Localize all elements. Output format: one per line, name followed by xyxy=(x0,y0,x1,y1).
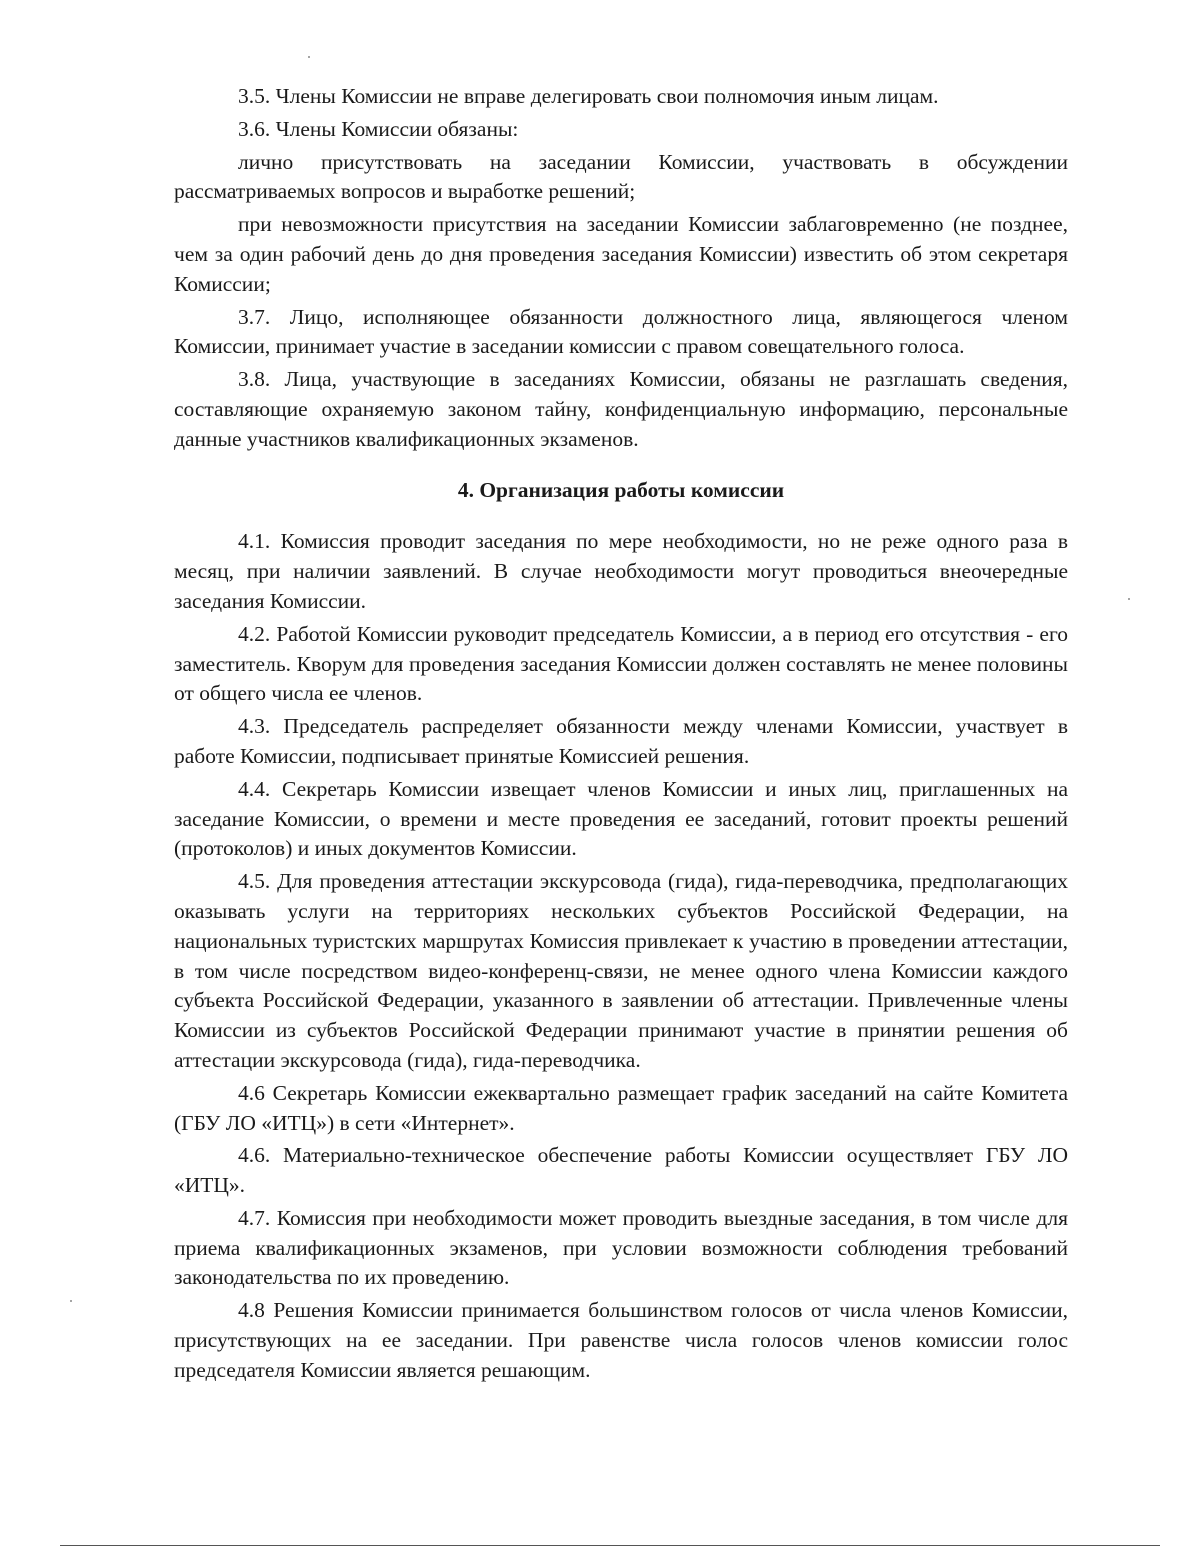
paragraph-3-5: 3.5. Члены Комиссии не вправе делегировать свои полномочия иным лицам. xyxy=(238,84,939,108)
paragraph-3-8: 3.8. Лица, участвующие в заседаниях Комиссии, обязаны не разглашать сведения, составляющие охраняемую законом тайну, конфиденциальную информацию, персональные данные участников квалификационных экзаменов. xyxy=(174,367,1068,451)
scan-speck xyxy=(1128,598,1130,600)
paragraph-4-1: 4.1. Комиссия проводит заседания по мере необходимости, но не реже одного раза в месяц, при наличии заявлений. В случае необходимости могут проводиться внеочередные заседания Комиссии. xyxy=(174,529,1068,613)
paragraph-4-8: 4.8 Решения Комиссии принимается большинством голосов от числа членов Комиссии, присутствующих на ее заседании. При равенстве числа голосов членов комиссии голос председателя Комиссии является решающим. xyxy=(174,1298,1068,1382)
section-heading: 4. Организация работы комиссии xyxy=(457,477,785,502)
paragraph-4-7: 4.7. Комиссия при необходимости может проводить выездные заседания, в том числе для приема квалификационных экзаменов, при условии возможности соблюдения требований законодательства по их проведению. xyxy=(174,1205,1068,1290)
paragraph-4-4: 4.4. Секретарь Комиссии извещает членов Комиссии и иных лиц, приглашенных на заседание Комиссии, о времени и месте проведения ее заседаний, готовит проекты решений (протоколов) и иных документов Комиссии. xyxy=(174,776,1068,861)
paragraph-3-6-item-2: при невозможности присутствия на заседании Комиссии заблаговременно (не позднее, чем за один рабочий день до дня проведения заседания Комиссии) известить об этом секретаря Комиссии; xyxy=(174,212,1068,296)
paragraph-4-2: 4.2. Работой Комиссии руководит председатель Комиссии, а в период его отсутствия - его заместитель. Кворум для проведения заседания Комиссии должен составлять не менее половины от общего числа ее членов. xyxy=(174,621,1068,706)
bottom-edge-line xyxy=(60,1545,1160,1546)
paragraph-4-5: 4.5. Для проведения аттестации экскурсовода (гида), гида-переводчика, предполагающих оказывать услуги на территориях нескольких субъектов Российской Федерации, на национальных туристских маршрутах Комиссия привлекает к участию в проведении аттестации, в том числе посредством видео-конференц-связи, не менее одного члена Комиссии каждого субъекта Российской Федерации, указанного в заявлении об аттестации. Привлеченные члены Комиссии из субъектов Российской Федерации принимают участие в принятии решения об аттестации экскурсовода (гида), гида-переводчика. xyxy=(174,869,1068,1072)
scan-speck xyxy=(308,56,310,58)
scan-speck xyxy=(70,1300,72,1302)
paragraph-4-3: 4.3. Председатель распределяет обязанности между членами Комиссии, участвует в работе Комиссии, подписывает принятые Комиссией решения. xyxy=(174,714,1068,768)
document-body xyxy=(174,82,1068,1389)
paragraph-3-6-item-1: лично присутствовать на заседании Комиссии, участвовать в обсуждении рассматриваемых вопросов и выработке решений; xyxy=(174,149,1068,204)
paragraph-4-6-support: 4.6. Материально-техническое обеспечение работы Комиссии осуществляет ГБУ ЛО «ИТЦ». xyxy=(174,1143,1068,1198)
paragraph-3-7: 3.7. Лицо, исполняющее обязанности должностного лица, являющегося членом Комиссии, принимает участие в заседании комиссии с правом совещательного голоса. xyxy=(174,304,1068,359)
paragraph-4-6-schedule: 4.6 Секретарь Комиссии ежеквартально размещает график заседаний на сайте Комитета (ГБУ ЛО «ИТЦ») в сети «Интернет». xyxy=(174,1080,1068,1135)
paragraph-3-6: 3.6. Члены Комиссии обязаны: xyxy=(238,116,519,141)
